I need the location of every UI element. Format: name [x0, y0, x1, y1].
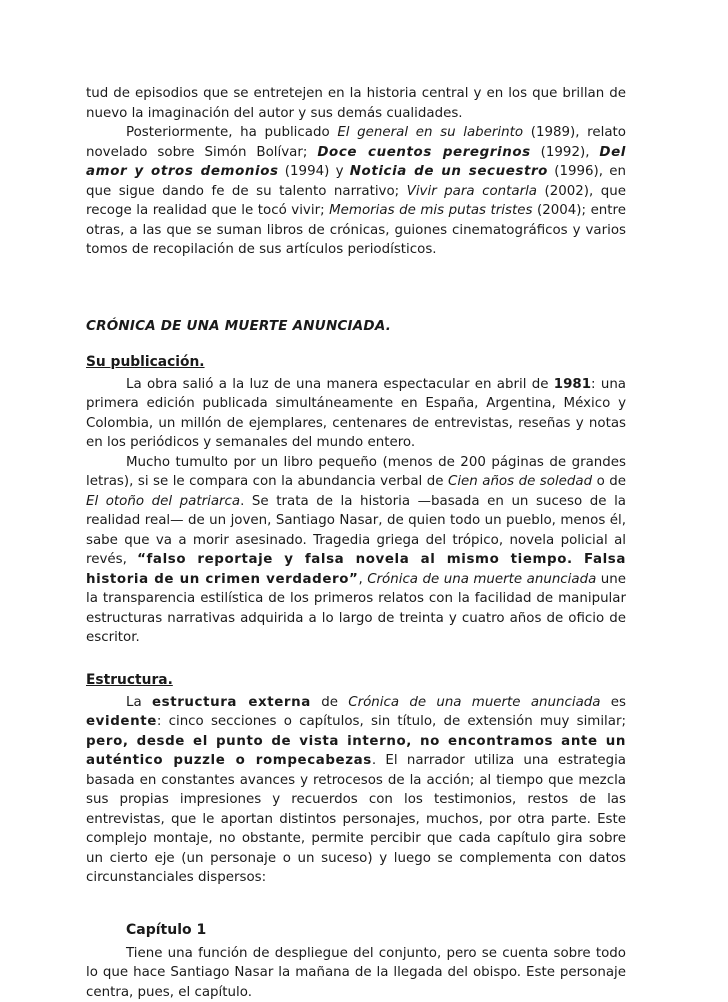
book-title: Noticia de un secuestro: [350, 164, 548, 179]
book-title: El general en su laberinto: [337, 125, 523, 140]
publication-section-title: Su publicación.: [86, 354, 626, 370]
year-highlight: 1981: [554, 377, 591, 392]
book-title: Memorias de mis putas tristes: [329, 203, 532, 218]
works-paragraph: Posteriormente, ha publicado El general en su laberinto (1989), relato novelado sobre Simón Bolívar; Doce cuentos peregrinos (1992), Del amor y otros demonios (1994) y Noticia de un secuestro (1996), en que sigue dando fe de su talento narrativo; Vivir para contarla (2002), que recoge la realidad que le tocó vivir; Memorias de mis putas tristes (2004); entre otras, a las que se suman libros de crónicas, guiones cinematográficos y varios tomos de recopilación de sus artículos periodísticos.: [86, 123, 626, 260]
chapter-1-paragraph: Tiene una función de despliegue del conjunto, pero se cuenta sobre todo lo que hace Santiago Nasar la mañana de la llegada del obispo. Este personaje centra, pues, el capítulo.: [86, 944, 626, 1002]
chapter-1-title: Capítulo 1: [86, 922, 626, 938]
book-title: Vivir para contarla: [407, 184, 537, 199]
chronicle-heading: CRÓNICA DE UNA MUERTE ANUNCIADA.: [86, 318, 626, 334]
book-title: Del amor y otros demonios: [86, 145, 626, 180]
book-title: Doce cuentos peregrinos: [317, 145, 530, 160]
publication-paragraph-1: La obra salió a la luz de una manera espectacular en abril de 1981: una primera edición publicada simultáneamente en España, Argentina, México y Colombia, un millón de ejemplares, centenares de entrevistas, reseñas y notas en los periódicos y semanales del mundo entero.: [86, 375, 626, 453]
publication-paragraph-2: Mucho tumulto por un libro pequeño (menos de 200 páginas de grandes letras), si se le compara con la abundancia verbal de Cien años de soledad o de El otoño del patriarca. Se trata de la historia —basada en un suceso de la realidad real— de un joven, Santiago Nasar, de quien todo un pueblo, menos él, sabe que va a morir asesinado. Tragedia griega del trópico, novela policial al revés, “falso reportaje y falsa novela al mismo tiempo. Falsa historia de un crimen verdadero”, Crónica de una muerte anunciada une la transparencia estilística de los primeros relatos con la facilidad de manipular estructuras narrativas adquirida a lo largo de treinta y cuatro años de oficio de escritor.: [86, 453, 626, 648]
structure-section-title: Estructura.: [86, 672, 626, 688]
intro-paragraph-continuation: tud de episodios que se entretejen en la historia central y en los que brillan de nuevo la imaginación del autor y sus demás cualidades.: [86, 84, 626, 123]
quote-highlight: “falso reportaje y falsa novela al mismo tiempo. Falsa historia de un crimen verdadero”: [86, 552, 626, 587]
document-page: [86, 84, 626, 1002]
structure-paragraph: La estructura externa de Crónica de una muerte anunciada es evidente: cinco secciones o capítulos, sin título, de extensión muy similar; pero, desde el punto de vista interno, no encontramos ante un auténtico puzzle o rompecabezas. El narrador utiliza una estrategia basada en constantes avances y retrocesos de la acción; al tiempo que mezcla sus propias impresiones y recuerdos con los testimonios, restos de las entrevistas, que le aportan distintos personajes, muchos, por otra parte. Este complejo montaje, no obstante, permite percibir que cada capítulo gira sobre un cierto eje (un personaje o un suceso) y luego se complementa con datos circunstanciales dispersos:: [86, 693, 626, 888]
